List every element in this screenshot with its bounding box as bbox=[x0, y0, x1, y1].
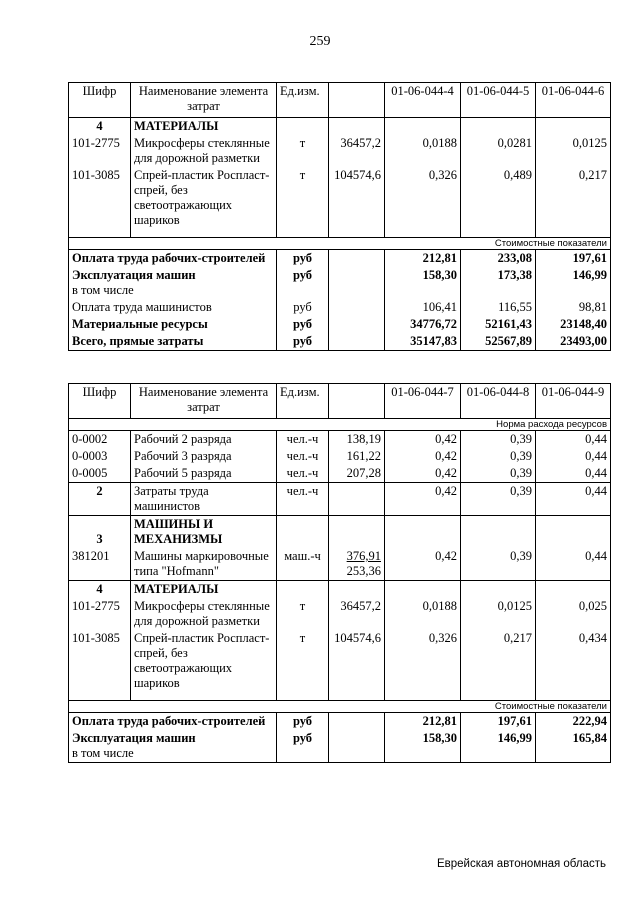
section-number: 3 bbox=[69, 516, 131, 549]
table-row bbox=[69, 483, 611, 516]
row-value-3: 0,44 bbox=[536, 465, 611, 483]
row-value-2: 0,39 bbox=[461, 448, 536, 465]
table-row bbox=[69, 431, 611, 449]
row-value-2: 0,217 bbox=[461, 630, 536, 692]
row-name: Рабочий 5 разряда bbox=[131, 465, 277, 483]
row-value-1: 0,326 bbox=[385, 630, 461, 692]
row-value-2: 0,39 bbox=[461, 431, 536, 449]
row-value-2: 0,489 bbox=[461, 167, 536, 229]
cost-unit: руб bbox=[277, 333, 329, 351]
region-footer: Еврейская автономная область bbox=[436, 858, 606, 870]
cost-row bbox=[69, 712, 611, 730]
row-name: Рабочий 2 разряда bbox=[131, 431, 277, 449]
row-unit: маш.-ч bbox=[277, 548, 329, 581]
row-unit: т bbox=[277, 135, 329, 167]
row-value-3: 0,217 bbox=[536, 167, 611, 229]
cost-value-1: 212,81 bbox=[385, 712, 461, 730]
row-value-1: 0,326 bbox=[385, 167, 461, 229]
cost-value-1: 106,41 bbox=[385, 299, 461, 316]
row-value-1: 0,42 bbox=[385, 448, 461, 465]
cost-value-1: 35147,83 bbox=[385, 333, 461, 351]
cost-name: Оплата труда рабочих-строителей bbox=[69, 249, 277, 267]
section-title: МАТЕРИАЛЫ bbox=[131, 581, 277, 599]
row-value-1: 0,0188 bbox=[385, 598, 461, 630]
row-code: 101-3085 bbox=[69, 167, 131, 229]
section-title: МАТЕРИАЛЫ bbox=[131, 118, 277, 136]
row-price: 104574,6 bbox=[329, 630, 385, 692]
row-price-cell bbox=[329, 548, 385, 581]
header-price bbox=[329, 384, 385, 419]
row-name: Микросферы стеклянные для дорожной разметки bbox=[131, 598, 277, 630]
cost-name-cell bbox=[69, 730, 277, 763]
header-code: Шифр bbox=[69, 384, 131, 419]
row-price: 376,91 bbox=[346, 549, 381, 563]
cost-label: Стоимостные показатели bbox=[69, 237, 611, 249]
row-price-alt: 253,36 bbox=[346, 564, 381, 578]
table-header bbox=[69, 384, 611, 419]
table-row bbox=[69, 598, 611, 630]
cost-value-1: 158,30 bbox=[385, 267, 461, 299]
section-title: МАШИНЫ И МЕХАНИЗМЫ bbox=[131, 516, 277, 549]
header-col-3: 01-06-044-6 bbox=[536, 83, 611, 118]
header-unit: Ед.изм. bbox=[277, 384, 329, 419]
cost-value-3: 98,81 bbox=[536, 299, 611, 316]
section-number: 4 bbox=[69, 118, 131, 136]
cost-name: Оплата труда рабочих-строителей bbox=[69, 712, 277, 730]
row-value-3: 0,44 bbox=[536, 483, 611, 516]
row-code: 101-2775 bbox=[69, 135, 131, 167]
row-value-2: 0,39 bbox=[461, 483, 536, 516]
cost-unit: руб bbox=[277, 316, 329, 333]
row-unit: чел.-ч bbox=[277, 448, 329, 465]
header-col-3: 01-06-044-9 bbox=[536, 384, 611, 419]
row-name: Спрей-пластик Роспласт-спрей, без светоотражающих шариков bbox=[131, 167, 277, 229]
cost-value-3: 165,84 bbox=[536, 730, 611, 763]
header-col-2: 01-06-044-8 bbox=[461, 384, 536, 419]
cost-name: Материальные ресурсы bbox=[69, 316, 277, 333]
row-value-3: 0,44 bbox=[536, 448, 611, 465]
row-value-3: 0,44 bbox=[536, 431, 611, 449]
cost-unit: руб bbox=[277, 299, 329, 316]
cost-unit: руб bbox=[277, 267, 329, 299]
table-row bbox=[69, 630, 611, 692]
cost-value-2: 197,61 bbox=[461, 712, 536, 730]
section-row bbox=[69, 581, 611, 599]
table-row bbox=[69, 167, 611, 229]
cost-value-1: 34776,72 bbox=[385, 316, 461, 333]
header-name: Наименование элемента затрат bbox=[131, 83, 277, 118]
cost-value-2: 52567,89 bbox=[461, 333, 536, 351]
cost-row bbox=[69, 249, 611, 267]
header-col-2: 01-06-044-5 bbox=[461, 83, 536, 118]
row-value-2: 0,0281 bbox=[461, 135, 536, 167]
cost-label: Стоимостные показатели bbox=[69, 700, 611, 712]
header-name: Наименование элемента затрат bbox=[131, 384, 277, 419]
row-value-1: 0,0188 bbox=[385, 135, 461, 167]
header-unit: Ед.изм. bbox=[277, 83, 329, 118]
header-code: Шифр bbox=[69, 83, 131, 118]
section-row bbox=[69, 516, 611, 549]
row-price: 36457,2 bbox=[329, 135, 385, 167]
cost-subtitle: в том числе bbox=[72, 282, 134, 297]
cost-value-1: 212,81 bbox=[385, 249, 461, 267]
cost-name: Всего, прямые затраты bbox=[69, 333, 277, 351]
row-name: Затраты труда машинистов bbox=[131, 483, 277, 516]
row-price: 207,28 bbox=[329, 465, 385, 483]
row-code: 101-3085 bbox=[69, 630, 131, 692]
row-code: 0-0005 bbox=[69, 465, 131, 483]
row-value-1: 0,42 bbox=[385, 548, 461, 581]
cost-row bbox=[69, 299, 611, 316]
row-unit: т bbox=[277, 598, 329, 630]
row-unit: чел.-ч bbox=[277, 431, 329, 449]
table-row bbox=[69, 548, 611, 581]
norm-label: Норма расхода ресурсов bbox=[69, 419, 611, 431]
row-value-3: 0,434 bbox=[536, 630, 611, 692]
row-name: Рабочий 3 разряда bbox=[131, 448, 277, 465]
row-value-2: 0,39 bbox=[461, 465, 536, 483]
cost-row bbox=[69, 730, 611, 763]
row-unit: т bbox=[277, 167, 329, 229]
row-unit: чел.-ч bbox=[277, 483, 329, 516]
table-header bbox=[69, 83, 611, 118]
row-value-3: 0,44 bbox=[536, 548, 611, 581]
row-value-2: 0,0125 bbox=[461, 598, 536, 630]
row-name: Микросферы стеклянные для дорожной разметки bbox=[131, 135, 277, 167]
resource-table-1 bbox=[68, 82, 611, 351]
table-row bbox=[69, 448, 611, 465]
cost-name: Эксплуатация машин bbox=[72, 267, 196, 282]
cost-unit: руб bbox=[277, 712, 329, 730]
row-price: 138,19 bbox=[329, 431, 385, 449]
cost-subtitle: в том числе bbox=[72, 745, 134, 760]
cost-row bbox=[69, 333, 611, 351]
cost-value-2: 146,99 bbox=[461, 730, 536, 763]
row-value-2: 0,39 bbox=[461, 548, 536, 581]
row-value-1: 0,42 bbox=[385, 483, 461, 516]
cost-value-3: 23148,40 bbox=[536, 316, 611, 333]
cost-value-2: 116,55 bbox=[461, 299, 536, 316]
cost-value-1: 158,30 bbox=[385, 730, 461, 763]
row-code: 381201 bbox=[69, 548, 131, 581]
table-row bbox=[69, 135, 611, 167]
cost-name: Эксплуатация машин bbox=[72, 730, 196, 745]
cost-row bbox=[69, 267, 611, 299]
cost-value-3: 222,94 bbox=[536, 712, 611, 730]
row-price: 104574,6 bbox=[329, 167, 385, 229]
header-price bbox=[329, 83, 385, 118]
section-number: 4 bbox=[69, 581, 131, 599]
section-row bbox=[69, 118, 611, 136]
cost-row bbox=[69, 316, 611, 333]
header-col-1: 01-06-044-7 bbox=[385, 384, 461, 419]
row-value-1: 0,42 bbox=[385, 465, 461, 483]
row-code: 101-2775 bbox=[69, 598, 131, 630]
row-value-1: 0,42 bbox=[385, 431, 461, 449]
row-code: 2 bbox=[69, 483, 131, 516]
row-name: Спрей-пластик Роспласт-спрей, без светоотражающих шариков bbox=[131, 630, 277, 692]
cost-value-2: 52161,43 bbox=[461, 316, 536, 333]
header-col-1: 01-06-044-4 bbox=[385, 83, 461, 118]
norm-section-label bbox=[69, 419, 611, 431]
row-code: 0-0002 bbox=[69, 431, 131, 449]
cost-name-cell bbox=[69, 267, 277, 299]
row-unit: чел.-ч bbox=[277, 465, 329, 483]
row-price: 161,22 bbox=[329, 448, 385, 465]
cost-unit: руб bbox=[277, 730, 329, 763]
cost-section-label bbox=[69, 237, 611, 249]
cost-unit: руб bbox=[277, 249, 329, 267]
page-number: 259 bbox=[309, 34, 331, 49]
cost-section-label bbox=[69, 700, 611, 712]
resource-table-2 bbox=[68, 383, 611, 763]
cost-value-3: 197,61 bbox=[536, 249, 611, 267]
row-value-3: 0,025 bbox=[536, 598, 611, 630]
cost-value-3: 23493,00 bbox=[536, 333, 611, 351]
cost-value-2: 233,08 bbox=[461, 249, 536, 267]
row-name: Машины маркировочные типа "Hofmann" bbox=[131, 548, 277, 581]
cost-value-2: 173,38 bbox=[461, 267, 536, 299]
row-code: 0-0003 bbox=[69, 448, 131, 465]
row-price: 36457,2 bbox=[329, 598, 385, 630]
row-value-3: 0,0125 bbox=[536, 135, 611, 167]
cost-name: Оплата труда машинистов bbox=[69, 299, 277, 316]
row-unit: т bbox=[277, 630, 329, 692]
cost-value-3: 146,99 bbox=[536, 267, 611, 299]
table-row bbox=[69, 465, 611, 483]
